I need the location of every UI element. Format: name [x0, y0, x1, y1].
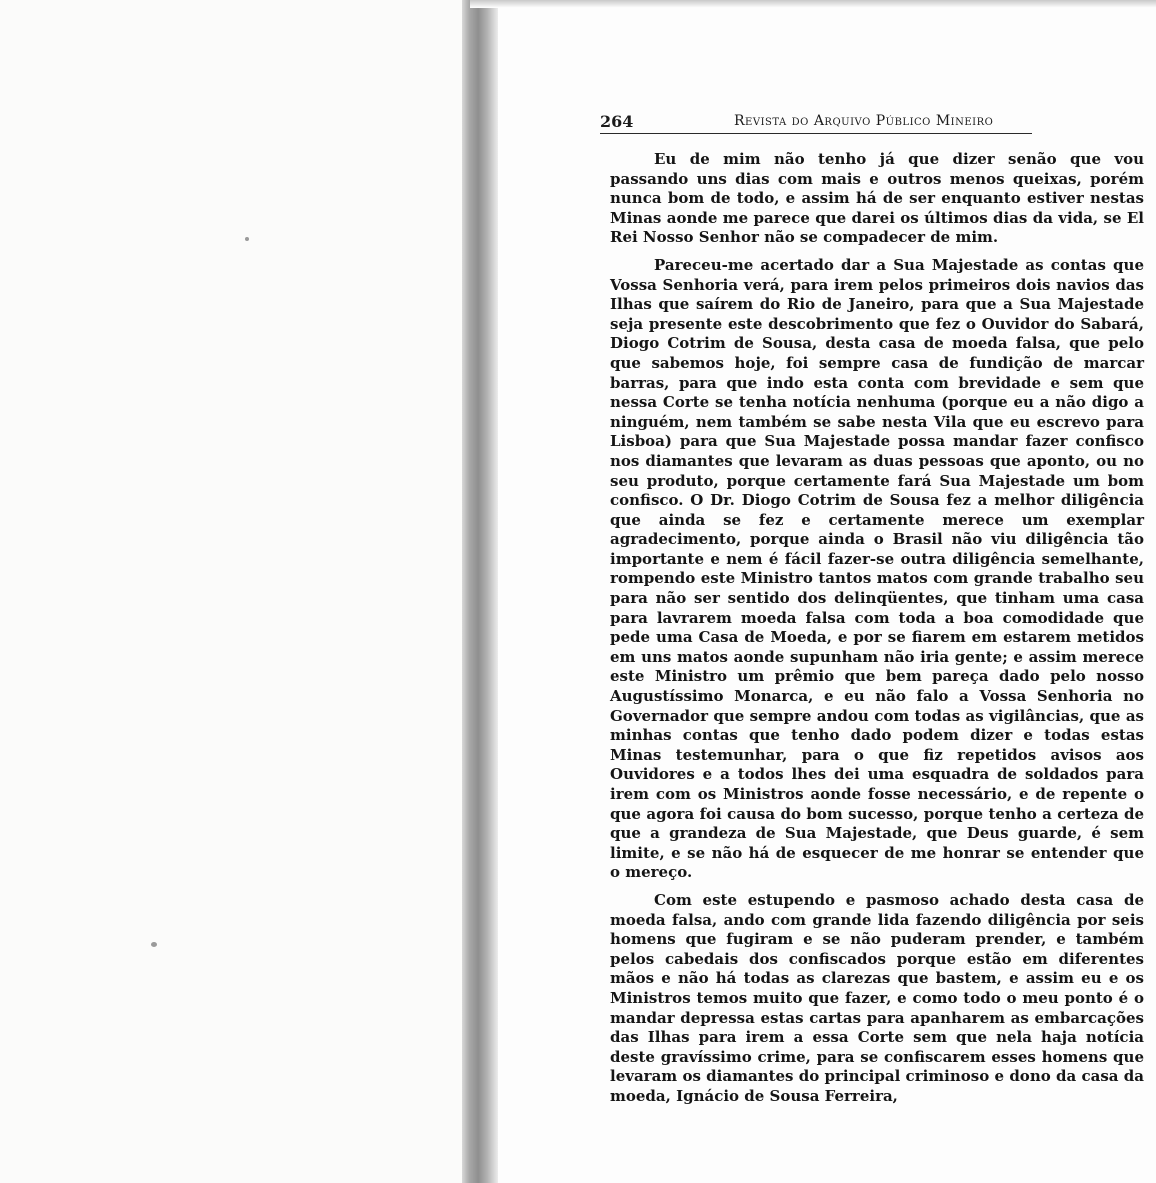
running-head [600, 112, 1032, 132]
journal-title: Revista do Arquivo Público Mineiro [734, 113, 994, 129]
paragraph: Pareceu-me acertado dar a Sua Majestade as contas que Vossa Senhoria verá, para irem pelos primeiros dois navios das Ilhas que saírem do Rio de Janeiro, para que a Sua Majestade seja presente este descobrimento que fez o Ouvidor do Sabará, Diogo Cotrim de Sousa, desta casa de moeda falsa, que pelo que sabemos hoje, foi sempre casa de fundição de marcar barras, para que indo esta conta com brevidade e sem que nessa Corte se tenha notícia nenhuma (porque eu a não digo a ninguém, nem também se sabe nesta Vila que eu escrevo para Lisboa) para que Sua Majestade possa mandar fazer confisco nos diamantes que levaram as duas pessoas que aponto, ou no seu produto, porque certamente fará Sua Majestade um bom confisco. O Dr. Diogo Cotrim de Sousa fez a melhor diligência que ainda se fez e certamente merece um exemplar agradecimento, porque ainda o Brasil não viu diligência tão importante e nem é fácil fazer-se outra diligência semelhante, rompendo este Ministro tantos matos com grande trabalho seu para não ser sentido dos delinqüentes, que tinham uma casa para lavrarem moeda falsa com toda a boa comodidade que pede uma Casa de Moeda, e por se fiarem em estarem metidos em uns matos aonde supunham não iria gente; e assim merece este Ministro um prêmio que bem pareça dado pelo nosso Augustíssimo Monarca, e eu não falo a Vossa Senhoria no Governador que sempre andou com todas as vigilâncias, que as minhas contas que tenho dado podem dizer e todas estas Minas testemunhar, para o que fiz repetidos avisos aos Ouvidores e a todos lhes dei uma esquadra de soldados para irem com os Ministros aonde fosse necessário, e de repente o que agora foi causa do bom sucesso, porque tenho a certeza de que a grandeza de Sua Majestade, que Deus guarde, é sem limite, e se não há de esquecer de me honrar se entender que o mereço. [610, 255, 1144, 882]
paragraph: Eu de mim não tenho já que dizer senão que vou passando uns dias com mais e outros menos queixas, porém nunca bom de todo, e assim há de ser enquanto estiver nestas Minas aonde me parece que darei os últimos dias da vida, se El Rei Nosso Senhor não se compadecer de mim. [610, 150, 1144, 247]
top-edge-shadow [470, 0, 1156, 8]
paper-speck [245, 237, 249, 241]
header-rule [600, 133, 1032, 134]
page-number: 264 [600, 112, 634, 131]
body-text [610, 150, 1144, 1115]
left-page [0, 0, 462, 1183]
paper-speck [151, 942, 157, 947]
paragraph: Com este estupendo e pasmoso achado desta casa de moeda falsa, ando com grande lida fazendo diligência por seis homens que fugiram e se não puderam prender, e também pelos cabedais dos confiscados porque estão em diferentes mãos e não há todas as clarezas que bastem, e assim eu e os Ministros temos muito que fazer, e como todo o meu ponto é o mandar depressa estas cartas para apanharem as embarcações das Ilhas para irem a essa Corte sem que nela haja notícia deste gravíssimo crime, para se confiscarem esses homens que levaram os diamantes do principal criminoso e dono da casa da moeda, Ignácio de Sousa Ferreira, [610, 890, 1144, 1105]
book-gutter-shadow [462, 0, 498, 1183]
